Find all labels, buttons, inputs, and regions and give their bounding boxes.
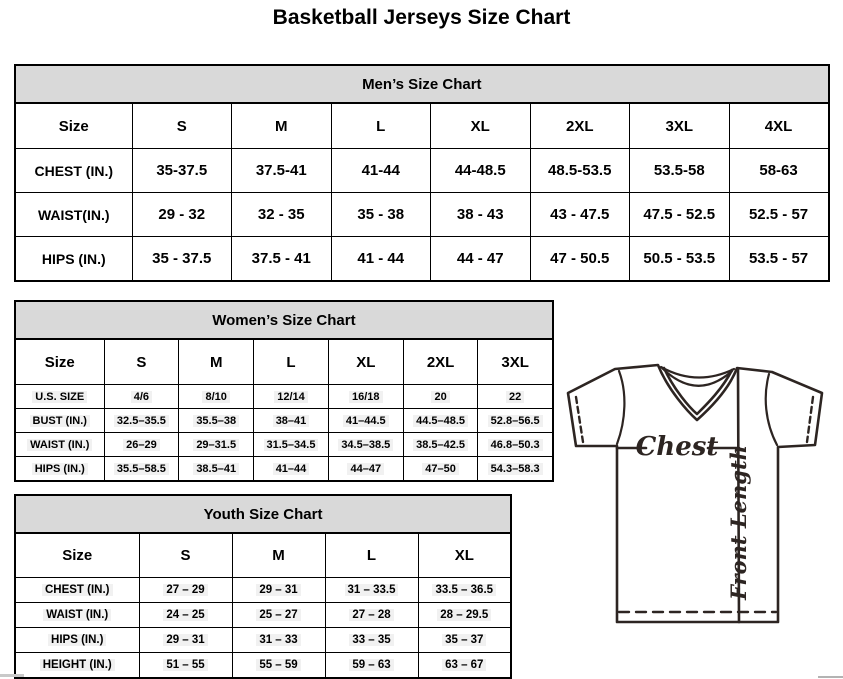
column-header: 4XL <box>729 103 829 149</box>
size-cell: 35.5–38 <box>179 409 254 433</box>
size-cell: 41–44 <box>254 457 329 482</box>
size-cell: 28 – 29.5 <box>418 603 511 628</box>
size-cell: 33 – 35 <box>325 628 418 653</box>
size-cell: 35 - 38 <box>331 193 431 237</box>
size-cell: 8/10 <box>179 385 254 409</box>
size-cell: 37.5 - 41 <box>232 237 332 282</box>
row-label: HEIGHT (IN.) <box>15 653 139 679</box>
scrollbar-fragment-left <box>0 674 24 677</box>
left-armhole-seam <box>617 371 624 444</box>
jersey-measurement-diagram <box>558 360 840 630</box>
size-cell: 12/14 <box>254 385 329 409</box>
size-cell: 32.5–35.5 <box>104 409 179 433</box>
size-cell: 26–29 <box>104 433 179 457</box>
size-cell: 59 – 63 <box>325 653 418 679</box>
size-cell: 31 – 33 <box>232 628 325 653</box>
size-cell: 44-48.5 <box>431 149 531 193</box>
table-row <box>15 149 829 193</box>
size-cell: 41–44.5 <box>328 409 403 433</box>
column-header: XL <box>418 533 511 578</box>
column-header: M <box>179 339 254 385</box>
size-cell: 53.5 - 57 <box>729 237 829 282</box>
size-cell: 29–31.5 <box>179 433 254 457</box>
size-cell: 53.5-58 <box>630 149 730 193</box>
size-cell: 4/6 <box>104 385 179 409</box>
size-cell: 44–47 <box>328 457 403 482</box>
row-label: CHEST (IN.) <box>15 149 132 193</box>
column-header: 3XL <box>478 339 553 385</box>
size-cell: 29 – 31 <box>232 578 325 603</box>
table-row <box>15 193 829 237</box>
size-cell: 35 – 37 <box>418 628 511 653</box>
size-cell: 35.5–58.5 <box>104 457 179 482</box>
size-cell: 31.5–34.5 <box>254 433 329 457</box>
scrollbar-fragment-right <box>818 676 843 678</box>
table-row <box>15 385 553 409</box>
row-label: HIPS (IN.) <box>15 457 104 482</box>
table-row <box>15 628 511 653</box>
table-row <box>15 237 829 282</box>
youth-size-table <box>14 494 512 679</box>
size-cell: 27 – 28 <box>325 603 418 628</box>
size-cell: 34.5–38.5 <box>328 433 403 457</box>
front-length-label: Front Length <box>726 445 751 600</box>
youth-table-title: Youth Size Chart <box>15 495 511 533</box>
size-cell: 44 - 47 <box>431 237 531 282</box>
size-cell: 35 - 37.5 <box>132 237 232 282</box>
size-cell: 37.5-41 <box>232 149 332 193</box>
size-cell: 32 - 35 <box>232 193 332 237</box>
column-header: Size <box>15 103 132 149</box>
size-cell: 58-63 <box>729 149 829 193</box>
column-header: 2XL <box>530 103 630 149</box>
womens-table-title: Women’s Size Chart <box>15 301 553 339</box>
row-label: HIPS (IN.) <box>15 237 132 282</box>
column-header: Size <box>15 339 104 385</box>
row-label: HIPS (IN.) <box>15 628 139 653</box>
size-cell: 48.5-53.5 <box>530 149 630 193</box>
column-header: XL <box>328 339 403 385</box>
size-cell: 55 – 59 <box>232 653 325 679</box>
size-cell: 52.5 - 57 <box>729 193 829 237</box>
jersey-diagram-svg <box>558 360 840 630</box>
table-row <box>15 653 511 679</box>
column-header: M <box>232 533 325 578</box>
size-cell: 47–50 <box>403 457 478 482</box>
column-header: L <box>325 533 418 578</box>
size-cell: 27 – 29 <box>139 578 232 603</box>
column-header: XL <box>431 103 531 149</box>
size-cell: 33.5 – 36.5 <box>418 578 511 603</box>
size-cell: 25 – 27 <box>232 603 325 628</box>
table-row <box>15 603 511 628</box>
size-cell: 35-37.5 <box>132 149 232 193</box>
womens-table-header-band <box>15 301 553 339</box>
column-header: S <box>132 103 232 149</box>
mens-column-header-row <box>15 103 829 149</box>
size-cell: 51 – 55 <box>139 653 232 679</box>
right-armhole-seam <box>766 374 777 445</box>
mens-table-header-band <box>15 65 829 103</box>
column-header: 2XL <box>403 339 478 385</box>
size-cell: 43 - 47.5 <box>530 193 630 237</box>
size-cell: 63 – 67 <box>418 653 511 679</box>
size-cell: 38–41 <box>254 409 329 433</box>
column-header: S <box>104 339 179 385</box>
size-cell: 31 – 33.5 <box>325 578 418 603</box>
row-label: BUST (IN.) <box>15 409 104 433</box>
youth-column-header-row <box>15 533 511 578</box>
size-cell: 46.8–50.3 <box>478 433 553 457</box>
size-cell: 41-44 <box>331 149 431 193</box>
womens-size-table <box>14 300 554 482</box>
size-cell: 52.8–56.5 <box>478 409 553 433</box>
column-header: M <box>232 103 332 149</box>
column-header: S <box>139 533 232 578</box>
size-cell: 38.5–41 <box>179 457 254 482</box>
right-cuff-dashed-line <box>807 397 813 442</box>
column-header: 3XL <box>630 103 730 149</box>
size-cell: 38 - 43 <box>431 193 531 237</box>
womens-column-header-row <box>15 339 553 385</box>
size-cell: 47 - 50.5 <box>530 237 630 282</box>
row-label: WAIST (IN.) <box>15 603 139 628</box>
table-row <box>15 409 553 433</box>
row-label: WAIST (IN.) <box>15 433 104 457</box>
column-header: L <box>254 339 329 385</box>
size-cell: 16/18 <box>328 385 403 409</box>
left-cuff-dashed-line <box>576 397 583 442</box>
size-cell: 41 - 44 <box>331 237 431 282</box>
youth-table-header-band <box>15 495 511 533</box>
size-cell: 29 - 32 <box>132 193 232 237</box>
size-cell: 47.5 - 52.5 <box>630 193 730 237</box>
table-row <box>15 457 553 482</box>
size-cell: 44.5–48.5 <box>403 409 478 433</box>
size-cell: 29 – 31 <box>139 628 232 653</box>
mens-table-title: Men’s Size Chart <box>15 65 829 103</box>
size-cell: 50.5 - 53.5 <box>630 237 730 282</box>
size-cell: 54.3–58.3 <box>478 457 553 482</box>
row-label: CHEST (IN.) <box>15 578 139 603</box>
mens-size-table <box>14 64 830 282</box>
chest-label: Chest <box>635 432 719 462</box>
row-label: U.S. SIZE <box>15 385 104 409</box>
size-cell: 38.5–42.5 <box>403 433 478 457</box>
column-header: Size <box>15 533 139 578</box>
size-cell: 20 <box>403 385 478 409</box>
jersey-outline <box>568 365 822 622</box>
size-cell: 24 – 25 <box>139 603 232 628</box>
table-row <box>15 578 511 603</box>
page-title: Basketball Jerseys Size Chart <box>272 6 571 29</box>
row-label: WAIST(IN.) <box>15 193 132 237</box>
column-header: L <box>331 103 431 149</box>
size-cell: 22 <box>478 385 553 409</box>
table-row <box>15 433 553 457</box>
